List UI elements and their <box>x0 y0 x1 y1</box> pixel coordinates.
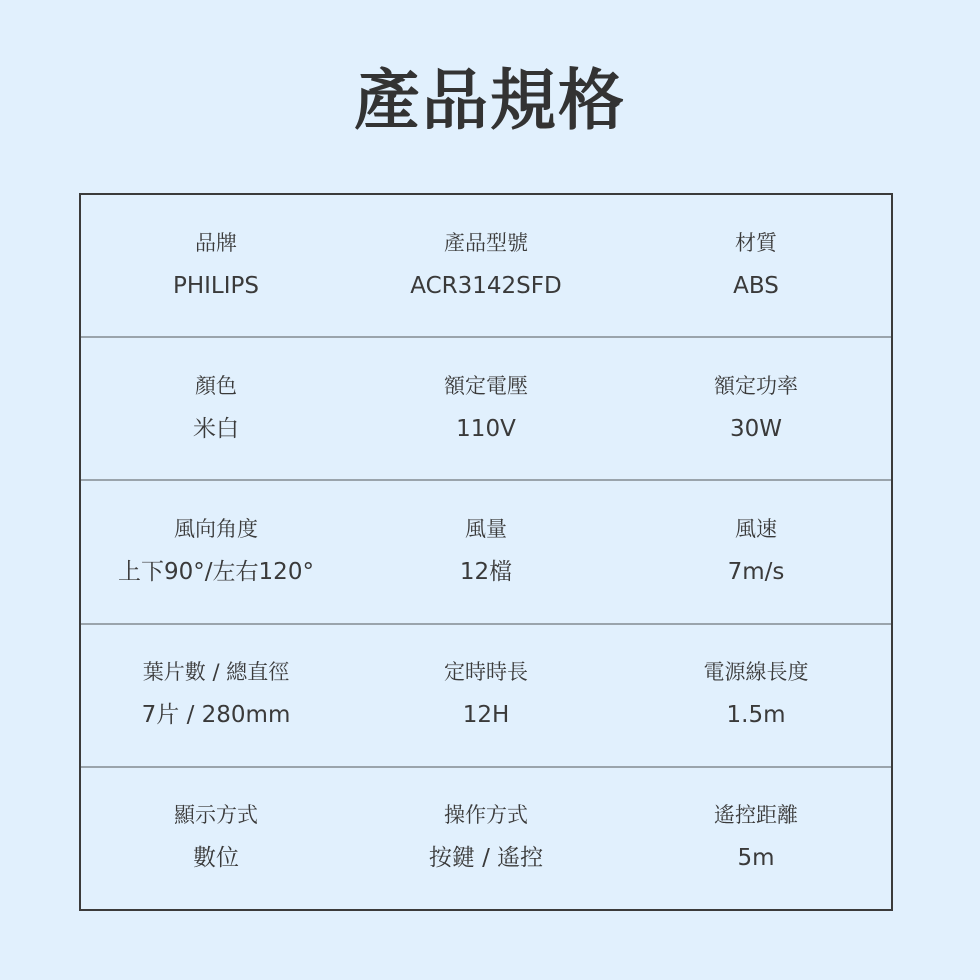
spec-cell-display <box>81 768 351 909</box>
spec-value: ABS <box>733 272 779 299</box>
spec-label: 遙控距離 <box>714 803 798 828</box>
spec-label: 葉片數 / 總直徑 <box>142 660 290 685</box>
spec-value: 7m/s <box>727 559 785 585</box>
spec-cell-material <box>621 195 891 336</box>
spec-value: 米白 <box>193 415 239 442</box>
spec-row <box>81 625 891 768</box>
spec-table <box>79 193 893 911</box>
spec-row <box>81 481 891 624</box>
spec-cell-timer <box>351 625 621 766</box>
spec-value: 30W <box>729 415 782 442</box>
spec-value: 12檔 <box>459 559 513 585</box>
spec-cell-color <box>81 338 351 479</box>
spec-cell-rated-voltage <box>351 338 621 479</box>
spec-cell-wind-speed <box>621 481 891 622</box>
spec-row <box>81 768 891 909</box>
spec-label: 材質 <box>735 230 777 255</box>
spec-label: 風量 <box>465 517 507 541</box>
spec-value: 1.5m <box>726 702 786 729</box>
spec-value: 12H <box>462 702 510 729</box>
spec-value: 按鍵 / 遙控 <box>428 845 544 872</box>
spec-value: 110V <box>456 415 516 442</box>
spec-label: 額定電壓 <box>444 373 528 398</box>
spec-label: 操作方式 <box>444 803 528 828</box>
page-title: 產品規格 <box>354 62 626 139</box>
spec-cell-blades-diameter <box>81 625 351 766</box>
spec-cell-cord-length <box>621 625 891 766</box>
spec-cell-wind-angle <box>81 481 351 622</box>
spec-value: 5m <box>737 845 775 872</box>
spec-cell-operation <box>351 768 621 909</box>
spec-label: 風向角度 <box>174 517 258 541</box>
spec-value: 數位 <box>193 845 239 872</box>
spec-label: 額定功率 <box>714 373 798 398</box>
spec-label: 定時時長 <box>444 660 528 685</box>
spec-value: ACR3142SFD <box>410 272 562 299</box>
spec-label: 顯示方式 <box>174 803 258 828</box>
spec-label: 品牌 <box>195 230 237 255</box>
spec-value: 7片 / 280mm <box>141 702 291 729</box>
spec-row <box>81 195 891 338</box>
spec-cell-rated-power <box>621 338 891 479</box>
spec-label: 顏色 <box>195 373 237 398</box>
spec-value: PHILIPS <box>172 272 259 299</box>
spec-value: 上下90°/左右120° <box>118 559 314 585</box>
spec-cell-remote-distance <box>621 768 891 909</box>
spec-label: 風速 <box>735 517 777 541</box>
spec-row <box>81 338 891 481</box>
spec-cell-model <box>351 195 621 336</box>
spec-cell-air-volume <box>351 481 621 622</box>
spec-cell-brand <box>81 195 351 336</box>
spec-label: 產品型號 <box>444 230 528 255</box>
spec-label: 電源線長度 <box>703 660 809 685</box>
